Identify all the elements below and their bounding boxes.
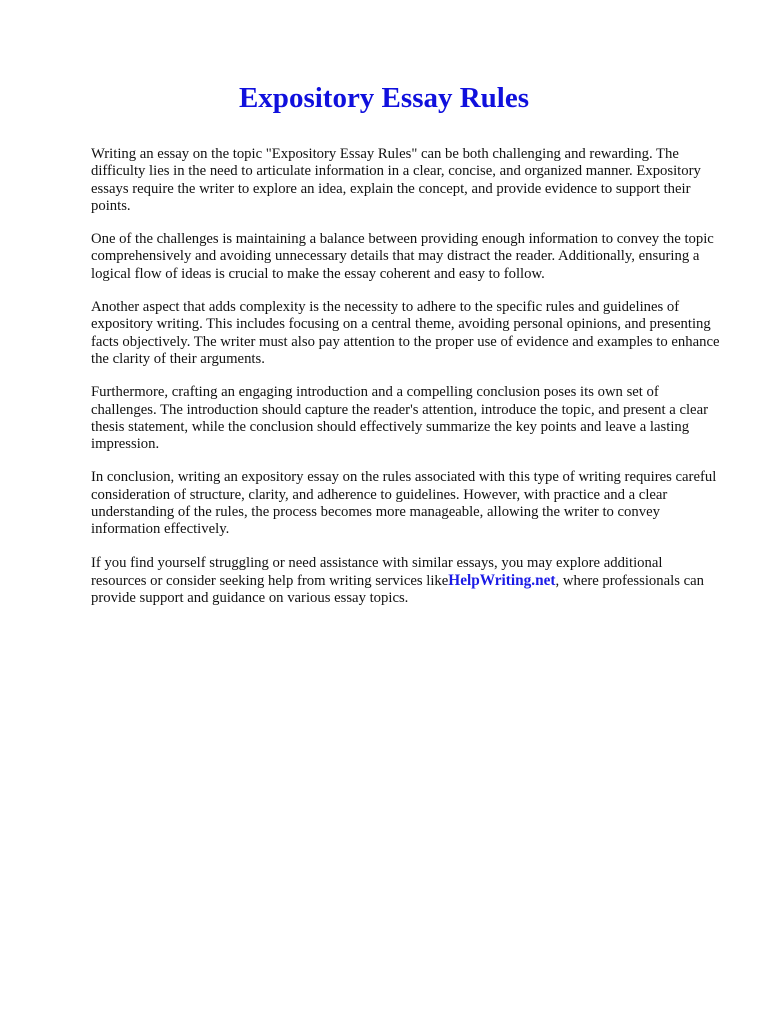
page-title: Expository Essay Rules [238,82,530,114]
paragraph-3: Another aspect that adds complexity is the necessity to adhere to the specific rules and guidelines of expository writing. This includes focusing on a central theme, avoiding personal opinions, and presenting facts objectively. The writer must also pay attention to the proper use of evidence and examples to enhance the clarity of their arguments. [91,299,720,367]
helpwriting-link[interactable]: HelpWriting.net [448,571,556,589]
document-body [91,146,721,624]
paragraph-4: Furthermore, crafting an engaging introduction and a compelling conclusion poses its own set of challenges. The introduction should capture the reader's attention, introduce the topic, and present a clear thesis statement, while the conclusion should effectively summarize the key points and leave a lasting impression. [91,384,708,453]
paragraph-5: In conclusion, writing an expository essay on the rules associated with this type of writing requires careful consideration of structure, clarity, and adherence to guidelines. However, with practice and a clear understanding of the rules, the process becomes more manageable, allowing the writer to convey information effectively. [91,469,717,538]
paragraph-6-text-after-link: , where professionals can provide support and guidance on various essay topics. [91,572,704,607]
paragraph-1: Writing an essay on the topic "Expository Essay Rules" can be both challenging and rewarding. The difficulty lies in the need to articulate information in a clear, concise, and organized manner. Expository essays require the writer to explore an idea, explain the concept, and provide evidence to support their points. [91,146,701,214]
paragraph-6 [91,555,721,608]
paragraph-6-text-before-link: If you find yourself struggling or need assistance with similar essays, you may explore additional resources or consider seeking help from writing services like [91,554,663,589]
paragraph-2: One of the challenges is maintaining a balance between providing enough information to convey the topic comprehensively and avoiding unnecessary details that may distract the reader. Additionally, ensuring a logical flow of ideas is crucial to make the essay coherent and easy to follow. [91,231,714,282]
